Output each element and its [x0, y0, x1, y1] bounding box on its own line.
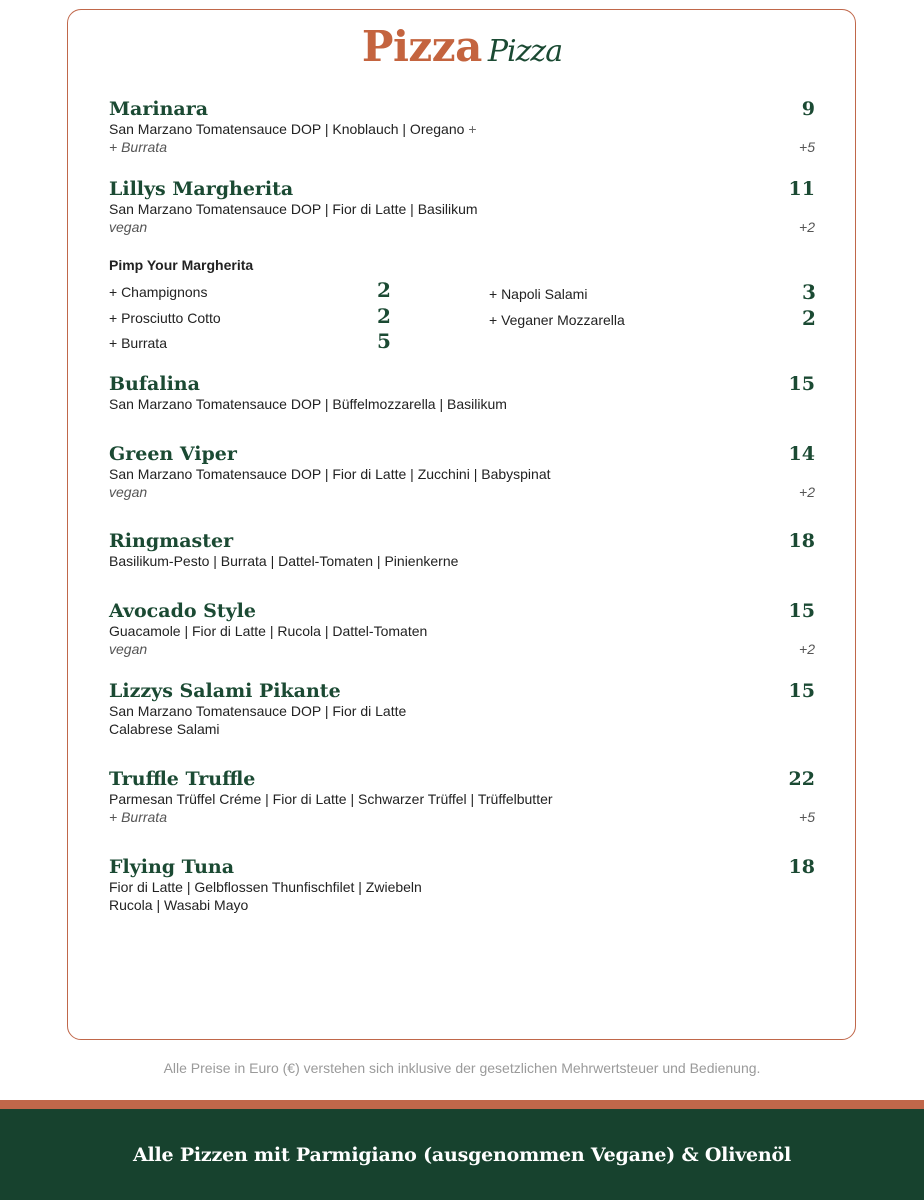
- item-note: + Burrata: [109, 809, 167, 825]
- item-note: vegan: [109, 641, 148, 657]
- menu-item-green-viper: [109, 443, 815, 501]
- addon-label: + Prosciutto Cotto: [109, 310, 221, 326]
- item-name: Green Viper: [109, 443, 237, 465]
- item-description: Parmesan Trüffel Créme | Fior di Latte | Schwarzer Trüffel | Trüffelbutter: [109, 791, 553, 807]
- item-description: San Marzano Tomatensauce DOP | Fior di Latte: [109, 703, 407, 719]
- item-note: + Burrata: [109, 139, 167, 155]
- item-name: Ringmaster: [109, 530, 234, 552]
- page-title: [0, 22, 924, 71]
- item-note: vegan: [109, 219, 148, 235]
- item-note: vegan: [109, 484, 148, 500]
- item-extra-price: +5: [799, 139, 815, 155]
- item-price: 15: [788, 373, 815, 395]
- title-main: Pizza: [361, 22, 482, 71]
- item-description-line2: Calabrese Salami: [109, 721, 220, 737]
- item-description: [109, 120, 815, 138]
- item-name: Marinara: [109, 98, 209, 120]
- addon-label: + Napoli Salami: [489, 286, 588, 302]
- item-description: Fior di Latte | Gelbflossen Thunfischfilet | Zwiebeln: [109, 879, 422, 895]
- addon-label: + Burrata: [109, 335, 167, 351]
- menu-item-marinara: [109, 98, 815, 156]
- item-price: 11: [788, 178, 815, 200]
- item-description-text: San Marzano Tomatensauce DOP | Knoblauch | Oregano: [109, 121, 465, 137]
- item-description: San Marzano Tomatensauce DOP | Fior di Latte | Basilikum: [109, 201, 478, 217]
- accent-stripe: [0, 1100, 924, 1109]
- addon-label: + Champignons: [109, 284, 208, 300]
- menu-item-ringmaster: [109, 530, 815, 570]
- pimp-section-title: Pimp Your Margherita: [109, 257, 254, 273]
- item-extra-price: +5: [799, 809, 815, 825]
- item-description: San Marzano Tomatensauce DOP | Fior di Latte | Zucchini | Babyspinat: [109, 466, 551, 482]
- addon-price: 5: [377, 329, 391, 353]
- addon-price: 2: [377, 278, 391, 302]
- addon-item: [109, 329, 391, 353]
- item-extra-price: +2: [799, 641, 815, 657]
- item-name: Flying Tuna: [109, 856, 235, 878]
- footer-banner-text: Alle Pizzen mit Parmigiano (ausgenommen Vegane) & Olivenöl: [132, 1143, 792, 1166]
- addon-price: 3: [802, 280, 816, 304]
- menu-item-lizzys-salami-pikante: [109, 680, 815, 738]
- addon-item: [489, 306, 816, 330]
- item-price: 18: [788, 530, 815, 552]
- addon-item: [109, 304, 391, 328]
- item-name: Truffle Truffle: [109, 768, 256, 790]
- menu-item-flying-tuna: [109, 856, 815, 914]
- addon-item: [109, 278, 391, 302]
- item-description-line2: Rucola | Wasabi Mayo: [109, 897, 249, 913]
- item-price: 9: [801, 98, 815, 120]
- price-footnote: Alle Preise in Euro (€) verstehen sich inklusive der gesetzlichen Mehrwertsteuer und Bedienung.: [163, 1060, 761, 1076]
- addon-price: 2: [377, 304, 391, 328]
- addon-item: [489, 280, 816, 304]
- menu-item-lillys-margherita: [109, 178, 815, 236]
- menu-item-truffle-truffle: [109, 768, 815, 826]
- item-extra-price: +2: [799, 484, 815, 500]
- item-description: Guacamole | Fior di Latte | Rucola | Dattel-Tomaten: [109, 623, 428, 639]
- item-price: 18: [788, 856, 815, 878]
- footer-banner: [0, 1109, 924, 1200]
- item-description: Basilikum-Pesto | Burrata | Dattel-Tomaten | Pinienkerne: [109, 553, 459, 569]
- item-description-plus: +: [468, 121, 477, 137]
- item-name: Lizzys Salami Pikante: [109, 680, 341, 702]
- item-name: Lillys Margherita: [109, 178, 294, 200]
- menu-item-bufalina: [109, 373, 815, 413]
- title-script: Pizza: [487, 34, 563, 69]
- item-name: Avocado Style: [109, 600, 256, 622]
- menu-item-avocado-style: [109, 600, 815, 658]
- addon-price: 2: [802, 306, 816, 330]
- item-name: Bufalina: [109, 373, 200, 395]
- item-extra-price: +2: [799, 219, 815, 235]
- item-price: 15: [788, 680, 815, 702]
- item-price: 15: [788, 600, 815, 622]
- addon-label: + Veganer Mozzarella: [489, 312, 625, 328]
- item-description: San Marzano Tomatensauce DOP | Büffelmozzarella | Basilikum: [109, 396, 507, 412]
- item-price: 14: [788, 443, 815, 465]
- item-price: 22: [788, 768, 815, 790]
